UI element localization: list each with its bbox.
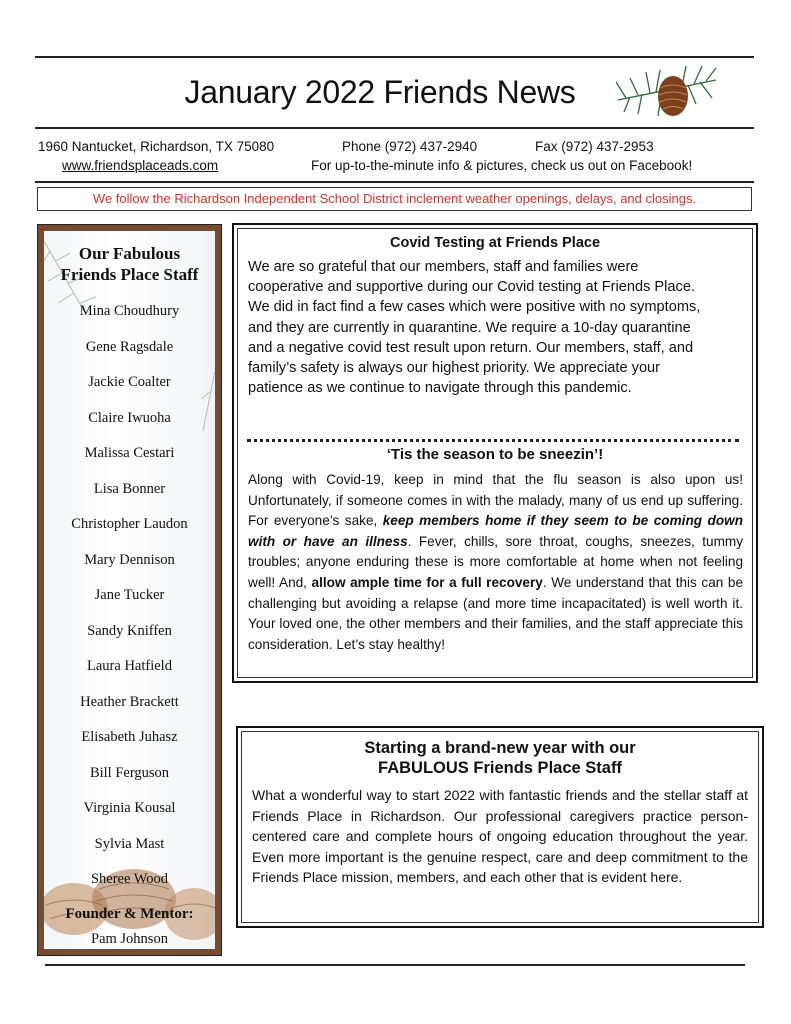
staff-name: Mina Choudhury <box>79 303 180 319</box>
header-top-rule <box>35 56 754 58</box>
covid-line: We are so grateful that our members, staff and families were <box>248 259 639 275</box>
website-link[interactable]: www.friendsplaceads.com <box>62 158 219 173</box>
facebook-note: For up-to-the-minute info & pictures, check us out on Facebook! <box>311 158 693 173</box>
staff-name: Mary Dennison <box>84 551 175 568</box>
staff-heading-line1: Our Fabulous <box>78 244 181 263</box>
staff-name: Bill Ferguson <box>89 764 170 781</box>
new-year-title-line2: FABULOUS Friends Place Staff <box>378 759 622 777</box>
new-year-title-line1: Starting a brand-new year with our <box>364 739 636 757</box>
founder-label: Founder & Mentor: <box>65 906 194 922</box>
address-bottom-rule <box>35 181 754 183</box>
staff-name: Gene Ragsdale <box>85 338 174 355</box>
phone: Phone (972) 437-2940 <box>342 139 478 154</box>
staff-name: Christopher Laudon <box>71 516 188 532</box>
staff-name: Jackie Coalter <box>88 374 171 390</box>
staff-name: Elisabeth Juhasz <box>81 729 178 745</box>
flu-text-1: Along with Covid-19, keep in mind that the flu season is also upon us! Unfortunately, if someone comes in with the malady, many of us end up suffering. For everyone’s sake, <box>248 472 743 529</box>
staff-name: Laura Hatfield <box>87 658 172 674</box>
flu-bold: allow ample time for a full recovery <box>311 574 543 590</box>
staff-name: Lisa Bonner <box>93 480 166 497</box>
flu-text-3: . We understand that this can be challenging but avoiding a relapse (and more time incapacitated) is well worth it. Your loved one, the other members and their families, and the staff appreciate this consideration. Let’s stay healthy! <box>248 574 744 652</box>
founder-name: Pam Johnson <box>91 931 168 947</box>
newsletter-title: January 2022 Friends News <box>184 74 576 110</box>
staff-panel-inner <box>43 230 216 950</box>
staff-panel <box>37 224 222 956</box>
staff-name: Sandy Kniffen <box>87 622 172 639</box>
covid-title: Covid Testing at Friends Place <box>389 235 601 251</box>
staff-name: Heather Brackett <box>80 693 179 710</box>
header-bottom-rule <box>35 127 754 129</box>
staff-name: Jane Tucker <box>94 587 165 603</box>
covid-line: and they are currently in quarantine. We require a 10-day quarantine <box>248 319 691 336</box>
dotted-divider <box>247 439 739 442</box>
fax: Fax (972) 437-2953 <box>535 139 654 154</box>
covid-line: We did in fact find a few cases which were positive with no symptoms, <box>248 299 701 316</box>
staff-name: Sylvia Mast <box>94 835 165 852</box>
footer-rule <box>45 964 745 966</box>
flu-title: ‘Tis the season to be sneezin’! <box>386 446 604 463</box>
covid-line: and a negative covid test result upon return. Our members, staff, and <box>248 339 694 356</box>
flu-emphasis: keep members home if they seem to be coming down with or have an illness <box>248 513 743 549</box>
new-year-paragraph: What a wonderful way to start 2022 with fantastic friends and the stellar staff at Friends Place in Richardson. Our professional caregivers practice person-centered care and complete hours of ongoing education throughout the year. Even more important is the genuine respect, care and deep commitment to the Friends Place mission, members, and each other that is evident here. <box>252 787 748 886</box>
staff-name: Sheree Wood <box>90 871 169 887</box>
covid-line: family’s safety is always our highest priority. We appreciate your <box>248 360 661 377</box>
covid-line: cooperative and supportive during our Covid testing at Friends Place. <box>248 279 695 296</box>
flu-paragraph <box>248 470 743 655</box>
covid-paragraph <box>248 257 748 398</box>
flu-text-2: . Fever, chills, sore throat, coughs, sneezes, tummy troubles; anyone enduring these is more comfortable at home when not feeling well! And, <box>248 533 744 590</box>
weather-notice: We follow the Richardson Independent School District inclement weather openings, delays, and closings. <box>37 187 752 211</box>
pinecone-icon <box>616 60 720 122</box>
staff-name: Claire Iwuoha <box>88 409 171 426</box>
staff-heading-line2: Friends Place Staff <box>60 265 199 284</box>
address: 1960 Nantucket, Richardson, TX 75080 <box>38 139 275 154</box>
staff-name: Virginia Kousal <box>83 800 176 816</box>
staff-name: Malissa Cestari <box>84 445 175 461</box>
covid-line: patience as we continue to navigate through this pandemic. <box>248 380 632 397</box>
